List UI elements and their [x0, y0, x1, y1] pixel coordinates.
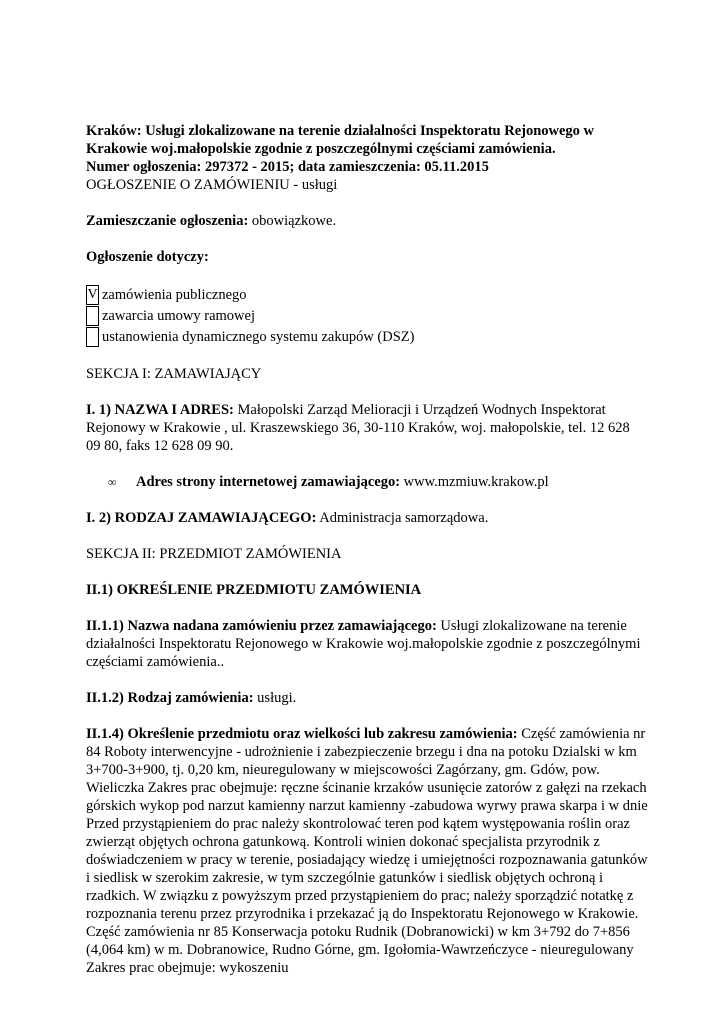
concerns-label: Ogłoszenie dotyczy:	[86, 249, 209, 265]
option-framework-agreement	[86, 305, 646, 326]
contract-name-value: Usługi zlokalizowane na terenie działalności Inspektoratu Rejonowego w Krakowie woj.małopolskie zgodnie z poszczególnymi częściami zamówienia..	[86, 618, 641, 670]
authority-type-value: Administracja samorządowa.	[316, 510, 489, 526]
website-label: Adres strony internetowej zamawiającego:	[136, 474, 401, 490]
option-label: zamówienia publicznego	[102, 286, 247, 303]
checkbox-framework-agreement	[86, 306, 99, 326]
placement-value: obowiązkowe.	[248, 213, 337, 229]
website-link[interactable]: www.mzmiuw.krakow.pl	[400, 474, 549, 490]
option-public-contract	[86, 284, 646, 305]
option-label: ustanowienia dynamicznego systemu zakupów (DSZ)	[102, 328, 415, 345]
title-line-1: Kraków: Usługi zlokalizowane na terenie działalności Inspektoratu Rejonowego w	[86, 123, 595, 139]
address-value: Małopolski Zarząd Melioracji i Urządzeń Wodnych Inspektorat Rejonowy w Krakowie , ul. Kraszewskiego 36, 30-110 Kraków, woj. małopolskie, tel. 12 628 09 80, faks 12 628 09 90.	[86, 402, 630, 454]
checkbox-public-contract: V	[86, 285, 99, 305]
contract-kind	[86, 689, 646, 707]
placement-label: Zamieszczanie ogłoszenia:	[86, 213, 249, 229]
subject-heading-text: II.1) OKREŚLENIE PRZEDMIOTU ZAMÓWIENIA	[86, 582, 422, 598]
notice-number: Numer ogłoszenia: 297372 - 2015; data zamieszczenia: 05.11.2015	[86, 159, 489, 175]
option-label: zawarcia umowy ramowej	[102, 307, 255, 324]
checkbox-dsz	[86, 327, 99, 347]
placement-line	[86, 212, 646, 230]
title-line-2: Krakowie woj.małopolskie zgodnie z poszczególnymi częściami zamówienia.	[86, 141, 556, 157]
option-dsz	[86, 326, 646, 347]
concerns-heading	[86, 248, 646, 266]
contract-name	[86, 617, 646, 671]
authority-type-label: I. 2) RODZAJ ZAMAWIAJĄCEGO:	[86, 510, 317, 526]
contract-description-label: II.1.4) Określenie przedmiotu oraz wielkości lub zakresu zamówienia:	[86, 726, 518, 742]
subject-heading	[86, 581, 646, 599]
notice-type: OGŁOSZENIE O ZAMÓWIENIU - usługi	[86, 177, 338, 193]
contract-name-label: II.1.1) Nazwa nadana zamówieniu przez zamawiającego:	[86, 618, 437, 634]
website-item	[86, 473, 646, 491]
contracting-authority-address	[86, 401, 646, 455]
section-1-heading: SEKCJA I: ZAMAWIAJĄCY	[86, 366, 262, 382]
contract-description	[86, 725, 651, 977]
contract-description-value: Część zamówienia nr 84 Roboty interwencyjne - udrożnienie i zabezpieczenie brzegu i dna na potoku Dzialski w km 3+700-3+900, tj. 0,20 km, nieuregulowany w miejscowości Zagórzany, gm. Gdów, pow. Wieliczka Zakres prac obejmuje: ręczne ścinanie krzaków usunięcie zatorów z gałęzi na rzekach górskich wykop pod narzut kamienny narzut kamienny -zabudowa wyrwy prawa skarpa i w dnie Przed przystąpieniem do prac należy skontrolować teren pod kątem występowania roślin oraz zwierząt objętych ochrona gatunkową. Kontroli winien dokonać specjalista przyrodnik z doświadczeniem w pracy w terenie, posiadający wiedzę i umiejętności rozpoznawania gatunków i siedlisk w szerokim zakresie, w tym szczególnie gatunków i siedlisk objętych ochroną i rzadkich. W związku z powyższym przed przystąpieniem do prac; należy sporządzić notatkę z rozpoznania terenu przez przyrodnika i przekazać ją do Inspektoratu Rejonowego w Krakowie. Część zamówienia nr 85 Konserwacja potoku Rudnik (Dobranowicki) w km 3+792 do 7+856 (4,064 km) w m. Dobranowice, Rudno Górne, gm. Igołomia-Wawrzeńczyce - nieuregulowany Zakres prac obejmuje: wykoszeniu	[86, 726, 648, 976]
address-label: I. 1) NAZWA I ADRES:	[86, 402, 234, 418]
bullet-icon: ∞	[108, 475, 117, 489]
section-2-heading: SEKCJA II: PRZEDMIOT ZAMÓWIENIA	[86, 546, 342, 562]
notice-title	[86, 122, 646, 194]
contract-kind-value: usługi.	[253, 690, 297, 706]
authority-type	[86, 509, 646, 527]
contract-kind-label: II.1.2) Rodzaj zamówienia:	[86, 690, 254, 706]
document-content	[86, 122, 646, 977]
